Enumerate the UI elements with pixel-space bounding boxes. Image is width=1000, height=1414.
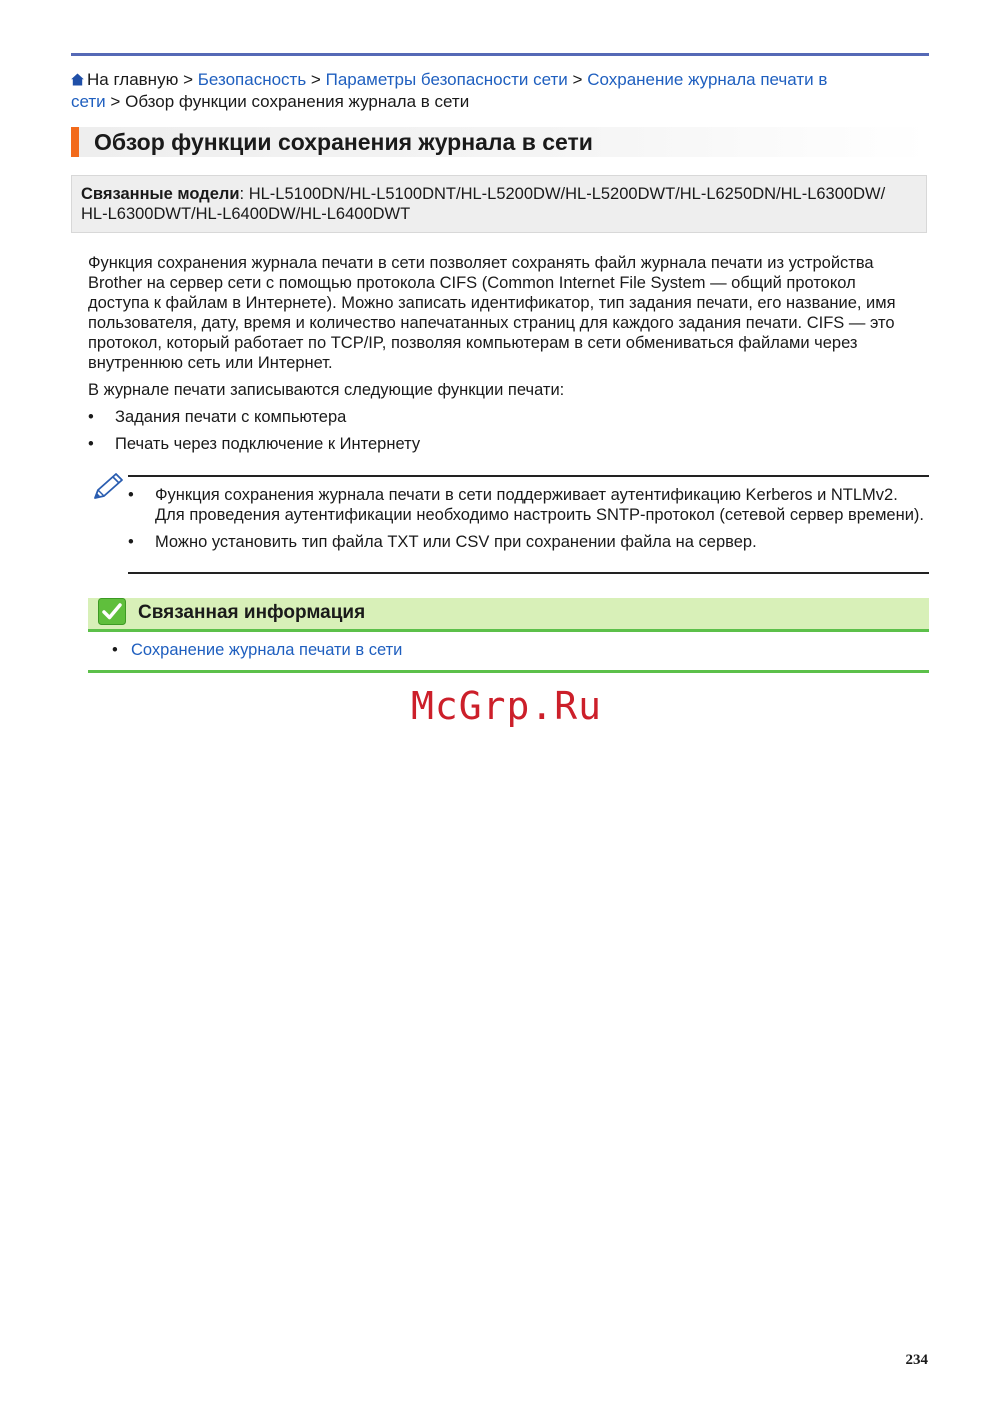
top-rule [71,53,929,56]
note-block [88,472,929,577]
breadcrumb-security-link[interactable]: Безопасность [197,70,307,89]
note-item: • Функция сохранения журнала печати в сети поддерживает аутентификацию Kerberos и NTLMv2. Для проведения аутентификации необходимо настроить SNTP-протокол (сетевой сервер времени). [128,485,929,525]
models-line1: HL-L5100DN/HL-L5100DNT/HL-L5200DW/HL-L5200DWT/HL-L6250DN/HL-L6300DW/ [248,185,886,203]
breadcrumb-separator: > [183,70,193,89]
bullet: • [112,641,118,659]
related-print-log-link[interactable]: Сохранение журнала печати в сети [131,641,403,659]
models-label: Связанные модели [81,185,240,203]
breadcrumb-print-log-link-cont[interactable]: сети [71,92,106,111]
breadcrumb-separator: > [110,92,121,111]
related-info-bar [88,598,929,632]
note-box [128,475,929,574]
bottom-rule [88,670,929,673]
body-content [88,253,918,461]
breadcrumb-network-security-link[interactable]: Параметры безопасности сети [325,70,568,89]
home-icon[interactable] [71,73,84,86]
intro-paragraph: Функция сохранения журнала печати в сети позволяет сохранять файл журнала печати из устройства Brother на сервер сети с помощью протокола CIFS (Common Internet File System — общий протокол доступа к файлам в Интернете). Можно записать идентификатор, тип задания печати, его название, имя пользователя, дату, время и количество напечатанных страниц для каждого задания печати. CIFS — это протокол, который работает по TCP/IP, позволяя компьютерам в сети обмениваться файлами через внутреннюю сеть или Интернет. [88,254,896,372]
breadcrumb-print-log-link[interactable]: Сохранение журнала печати в [587,70,828,89]
page-title: Обзор функции сохранения журнала в сети [94,129,593,155]
breadcrumb-separator: > [572,70,583,89]
list-item: • Задания печати с компьютера [88,407,918,427]
list-item: • Печать через подключение к Интернету [88,434,918,454]
checkmark-icon [98,598,126,625]
title-accent [71,127,79,157]
breadcrumb [71,69,929,113]
models-line2: HL-L6300DWT/HL-L6400DW/HL-L6400DWT [81,205,411,223]
functions-list [88,407,918,454]
pencil-icon [91,472,125,502]
breadcrumb-separator: > [310,70,321,89]
breadcrumb-current: Обзор функции сохранения журнала в сети [125,92,470,111]
title-bar [71,127,929,157]
breadcrumb-home[interactable]: На главную [87,70,179,89]
note-item: • Можно установить тип файла TXT или CSV при сохранении файла на сервер. [128,532,929,552]
functions-paragraph: В журнале печати записываются следующие функции печати: [88,381,565,399]
watermark: McGrp.Ru [410,684,603,728]
page-number: 234 [905,1352,928,1368]
related-info-title: Связанная информация [138,602,366,623]
related-models-box: Связанные модели: HL-L5100DN/HL-L5100DNT/HL-L5200DW/HL-L5200DWT/HL-L6250DN/HL-L6300DW/ HL-L6300DWT/HL-L6400DW/HL-L6400DWT [71,175,927,233]
related-info-list [114,640,402,660]
